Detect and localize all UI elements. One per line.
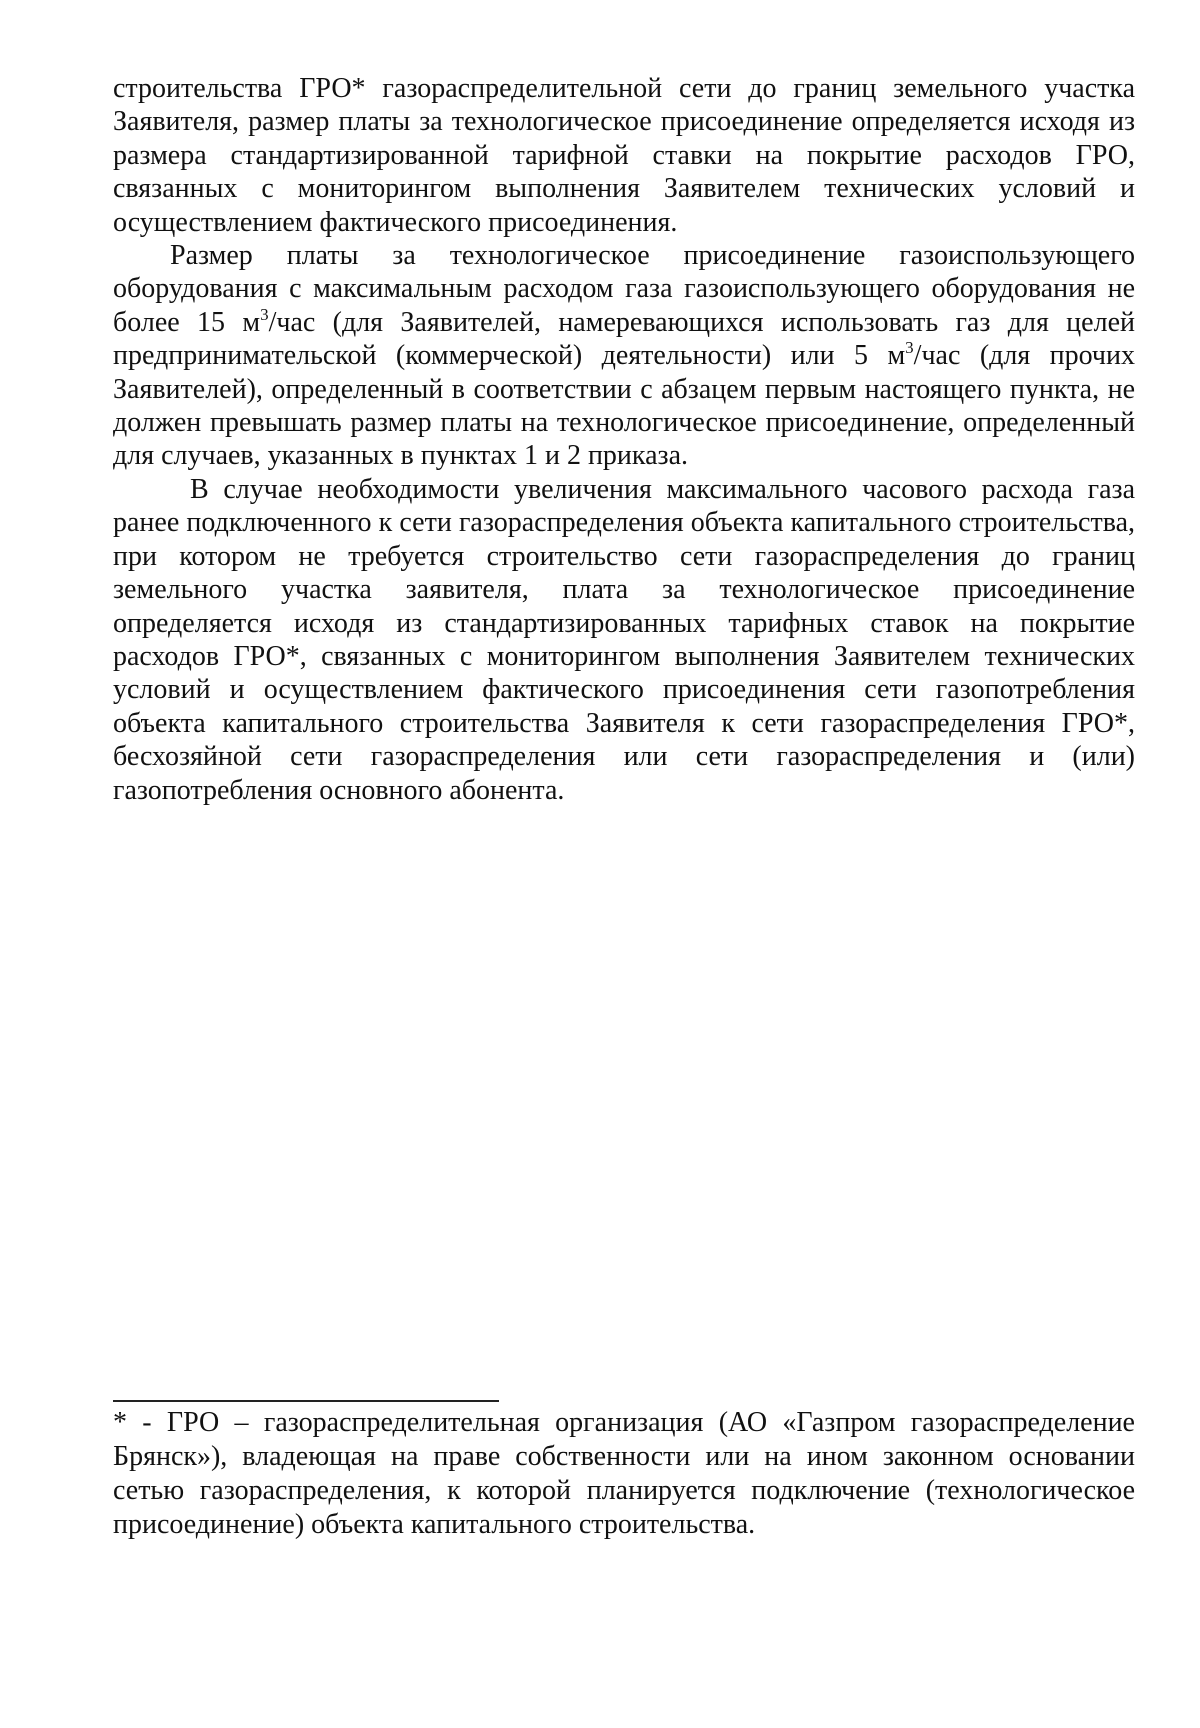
paragraph-2-part-b: /час (для Заявителей, намеревающихся использовать газ для целей предпринимательской (коммерческой) деятельности) или 5 м: [113, 306, 1135, 372]
paragraph-3: В случае необходимости увеличения максимального часового расхода газа ранее подключенного к сети газораспределения объекта капитального строительства, при котором не требуется строительство сети газораспределения до границ земельного участка заявителя, плата за технологическое присоединение определяется исходя из стандартизированных тарифных ставок на покрытие расходов ГРО*, связанных с мониторингом выполнения Заявителем технических условий и осуществлением фактического присоединения сети газопотребления объекта капитального строительства Заявителя к сети газораспределения ГРО*, бесхозяйной сети газораспределения или сети газораспределения и (или) газопотребления основного абонента.: [113, 473, 1135, 806]
paragraph-2: [113, 239, 1135, 473]
footnote-divider: [113, 1400, 499, 1402]
cubic-superscript-1: 3: [260, 304, 269, 324]
footnote: * - ГРО – газораспределительная организация (АО «Газпром газораспределение Брянск»), владеющая на праве собственности или на ином законном основании сетью газораспределения, к которой планируется подключение (технологическое присоединение) объекта капитального строительства.: [113, 1407, 1135, 1540]
paragraph-2-part-a: Размер платы за технологическое присоединение газоиспользующего оборудования с максимальным расходом газа газоиспользующего оборудования не более 15 м: [113, 240, 1135, 338]
main-text: [113, 72, 1135, 807]
paragraph-1: строительства ГРО* газораспределительной сети до границ земельного участка Заявителя, размер платы за технологическое присоединение определяется исходя из размера стандартизированной тарифной ставки на покрытие расходов ГРО, связанных с мониторингом выполнения Заявителем технических условий и осуществлением фактического присоединения.: [113, 73, 1135, 238]
cubic-superscript-2: 3: [905, 338, 914, 358]
paragraph-2-part-c: /час (для прочих Заявителей), определенный в соответствии с абзацем первым настоящего пункта, не должен превышать размер платы на технологическое присоединение, определенный для случаев, указанных в пунктах 1 и 2 приказа.: [113, 340, 1136, 472]
